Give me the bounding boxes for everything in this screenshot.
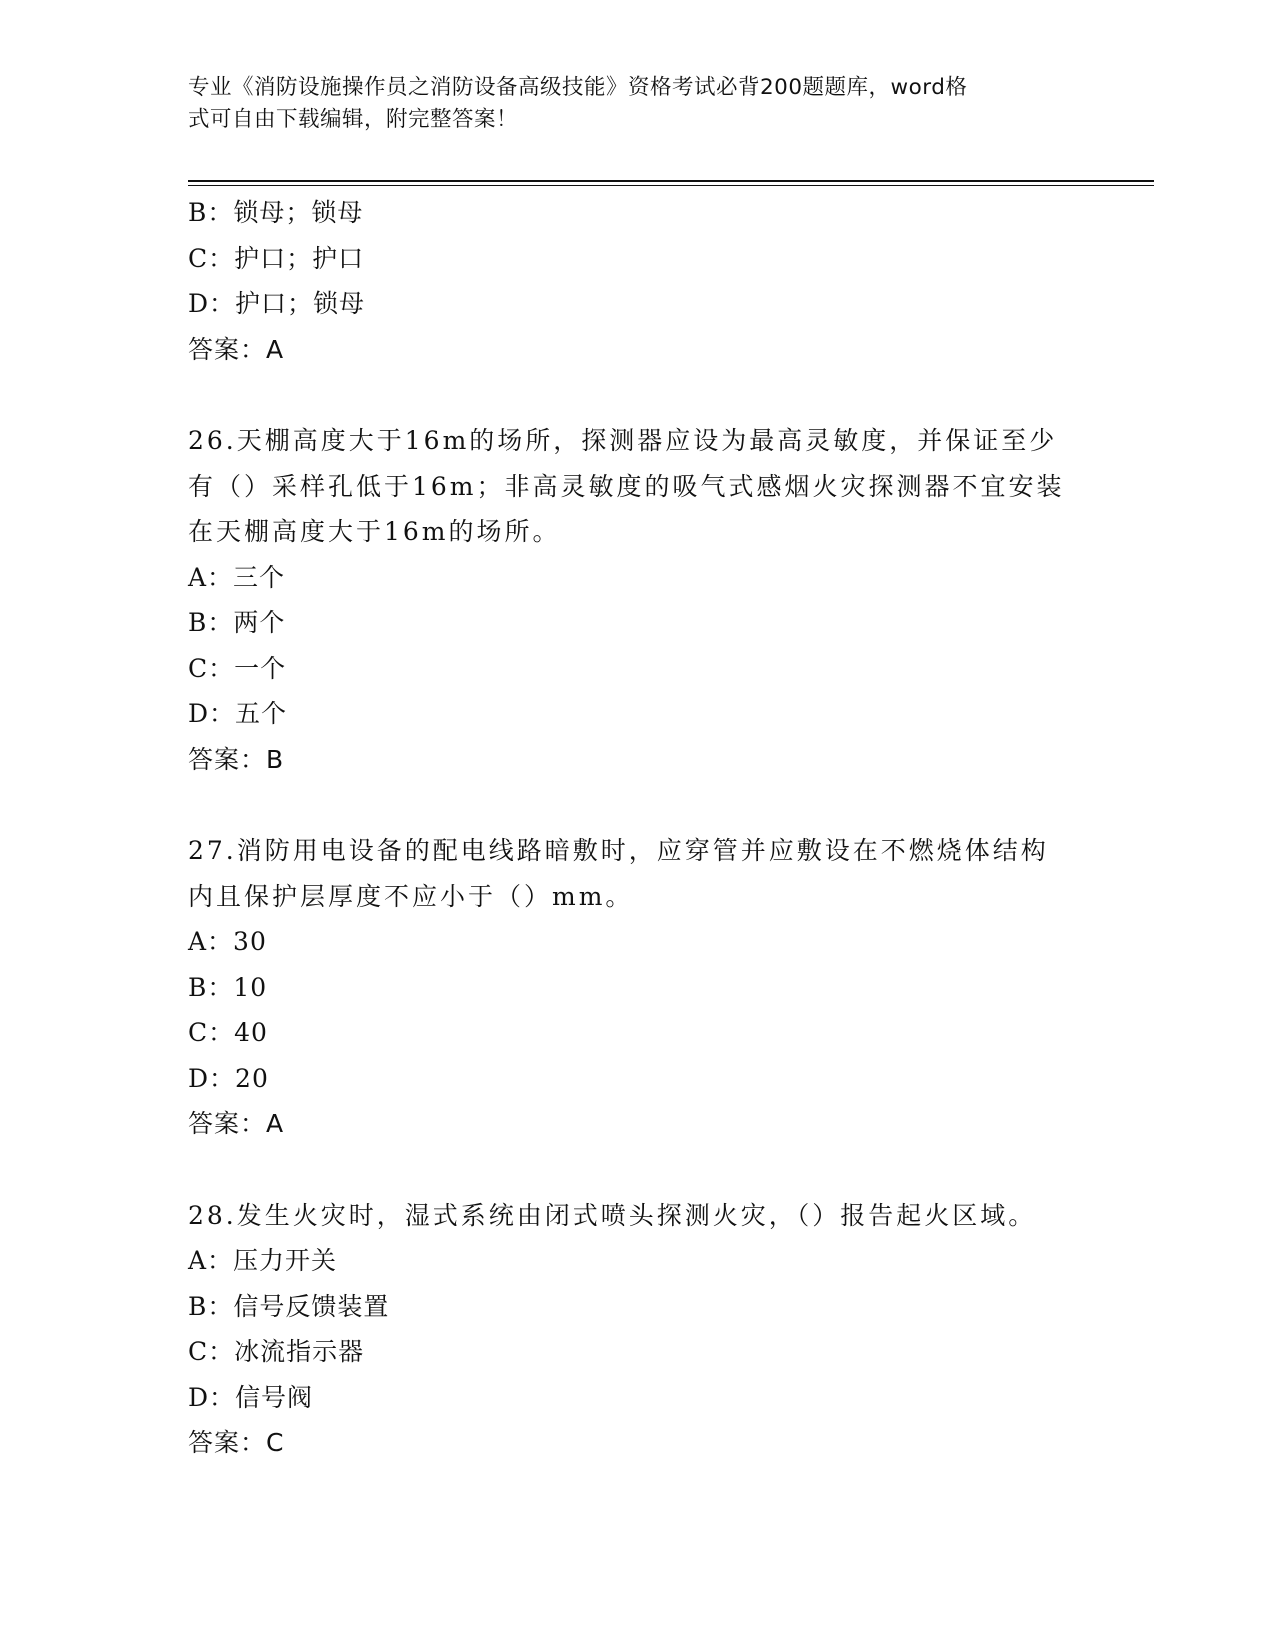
header-line-2: 式可自由下载编辑，附完整答案！ bbox=[188, 107, 519, 132]
spacer bbox=[188, 782, 1088, 828]
document-header bbox=[188, 72, 1088, 136]
option-b: B：10 bbox=[188, 972, 268, 1002]
option-c: C：一个 bbox=[188, 653, 287, 683]
option-c: C：护口；护口 bbox=[188, 243, 365, 273]
option-d: D：五个 bbox=[188, 699, 288, 728]
option-a: A：压力开关 bbox=[188, 1246, 338, 1275]
question-stem-line: 27.消防用电设备的配电线路暗敷时，应穿管并应敷设在不燃烧体结构 bbox=[188, 836, 1049, 865]
answer-line: 答案：B bbox=[188, 744, 285, 774]
question-stem-line: 有（）采样孔低于16m；非高灵敏度的吸气式感烟火灾探测器不宜安装 bbox=[188, 471, 1065, 501]
header-divider-thin bbox=[188, 185, 1154, 186]
question-list bbox=[188, 190, 1088, 1466]
option-d: D：20 bbox=[188, 1063, 269, 1093]
question-stem-line: 26.天棚高度大于16m的场所，探测器应设为最高灵敏度，并保证至少 bbox=[188, 426, 1058, 455]
spacer bbox=[188, 1147, 1088, 1193]
question-block-25 bbox=[188, 190, 1088, 372]
question-block-27 bbox=[188, 828, 1088, 1147]
answer-line: 答案：A bbox=[188, 1109, 285, 1138]
option-b: B：信号反馈装置 bbox=[188, 1291, 390, 1321]
question-stem-line: 在天棚高度大于16m的场所。 bbox=[188, 517, 561, 546]
header-divider-thick bbox=[188, 180, 1154, 182]
header-line-1: 专业《消防设施操作员之消防设备高级技能》资格考试必背200题题库，word格 bbox=[188, 75, 968, 100]
option-b: B：两个 bbox=[188, 608, 286, 637]
option-a: A：30 bbox=[188, 927, 267, 956]
answer-line: 答案：C bbox=[188, 1428, 285, 1457]
option-b: B：锁母；锁母 bbox=[188, 198, 364, 227]
option-c: C：冰流指示器 bbox=[188, 1337, 365, 1366]
question-stem-line: 28.发生火灾时，湿式系统由闭式喷头探测火灾，（）报告起火区域。 bbox=[188, 1200, 1037, 1230]
option-d: D：护口；锁母 bbox=[188, 289, 366, 318]
option-d: D：信号阀 bbox=[188, 1382, 314, 1412]
question-block-28 bbox=[188, 1193, 1088, 1466]
answer-line: 答案：A bbox=[188, 334, 285, 364]
question-block-26 bbox=[188, 418, 1088, 782]
spacer bbox=[188, 372, 1088, 418]
option-c: C：40 bbox=[188, 1018, 268, 1047]
option-a: A：三个 bbox=[188, 562, 286, 592]
question-stem-line: 内且保护层厚度不应小于（）mm。 bbox=[188, 881, 634, 911]
